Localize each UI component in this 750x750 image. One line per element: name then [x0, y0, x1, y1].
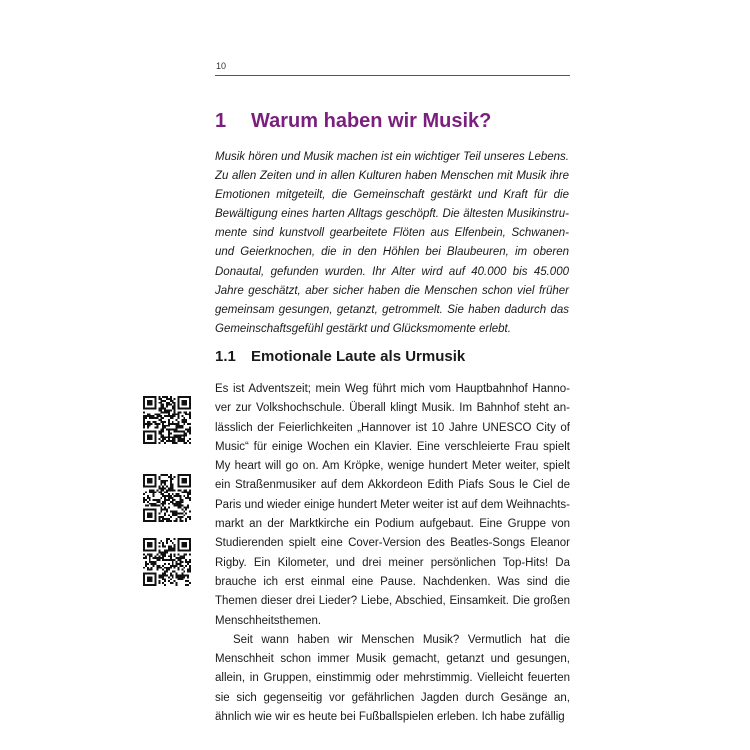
qr-code-icon: [143, 538, 191, 586]
chapter-title: [215, 110, 575, 133]
section-title: [215, 348, 575, 365]
abstract-text: Musik hören und Musik machen ist ein wichtiger Teil unseres Lebens. Zu allen Zeiten und in allen Kulturen haben Menschen mit Musik ihre Emotionen mitgeteilt, die Gemeinschaft gestärkt und Kraft für die Bewältigung eines harten Alltags geschöpft. Die ältesten Musikinstrumente sind kunstvoll gearbeitete Flöten aus Elfenbein, Schwanen- und Geierknochen, die in den Höhlen bei Blaubeuren, im oberen Donautal, gefunden wurden. Ihr Alter wird auf 40.000 bis 45.000 Jahre geschätzt, aber sicher haben die Menschen schon viel früher gemeinsam gesungen, getanzt, getrommelt. Sie haben dadurch das Gemeinschaftsgefühl gestärkt und Glücksmomente erlebt.: [215, 151, 569, 335]
qr-code-2[interactable]: [143, 474, 191, 522]
body-paragraph: Es ist Adventszeit; mein Weg führt mich vom Hauptbahnhof Hannover zur Volkshochschule. Überall klingt Musik. Im Bahnhof steht anlässlich der Feierlichkeiten „Hannover ist 10 Jahre UNESCO City of Music“ für einige Wochen ein Klavier. Eine verschleierte Frau spielt My heart will go on. Am Kröpke, wenige hundert Meter weiter, spielt ein Straßenmusiker auf dem Akkordeon Edith Piafs Sous le Ciel de Paris und wieder einige hundert Meter weiter ist auf dem Weihnachtsmarkt an der Marktkirche ein Podium aufgebaut. Eine Gruppe von Studierenden spielt eine Cover-Version des Beatles-Songs Eleanor Rigby. Ein Kilometer, und drei meiner persönlichen Top-Hits! Da brauche ich erst einmal eine Pause. Nachdenken. Was sind die Themen dieser drei Lieder? Liebe, Abschied, Einsamkeit. Die großen Menschheitsthemen.: [215, 383, 570, 627]
chapter-number: 1: [215, 110, 227, 132]
header-rule: [215, 75, 570, 76]
section-title-text: Emotionale Laute als Urmusik: [251, 348, 466, 365]
qr-code-1[interactable]: [143, 396, 191, 444]
qr-code-icon: [143, 396, 191, 444]
body-text: [215, 380, 570, 727]
page-number: 10: [216, 61, 227, 71]
qr-code-icon: [143, 474, 191, 522]
body-paragraph: Seit wann haben wir Menschen Musik? Vermutlich hat die Menschheit schon immer Musik gemacht, getanzt und gesungen, allein, in Gruppen, einstimmig oder mehrstimmig. Vielleicht feuerten sie sich gegenseitig vor gefährlichen Jagden durch Gesänge an, ähnlich wie wir es heute bei Fußballspielen erleben. Ich habe zufällig: [215, 633, 570, 724]
chapter-title-text: Warum haben wir Musik?: [251, 110, 492, 132]
chapter-abstract: [215, 148, 569, 339]
qr-code-3[interactable]: [143, 538, 191, 586]
section-number: 1.1: [215, 348, 236, 365]
